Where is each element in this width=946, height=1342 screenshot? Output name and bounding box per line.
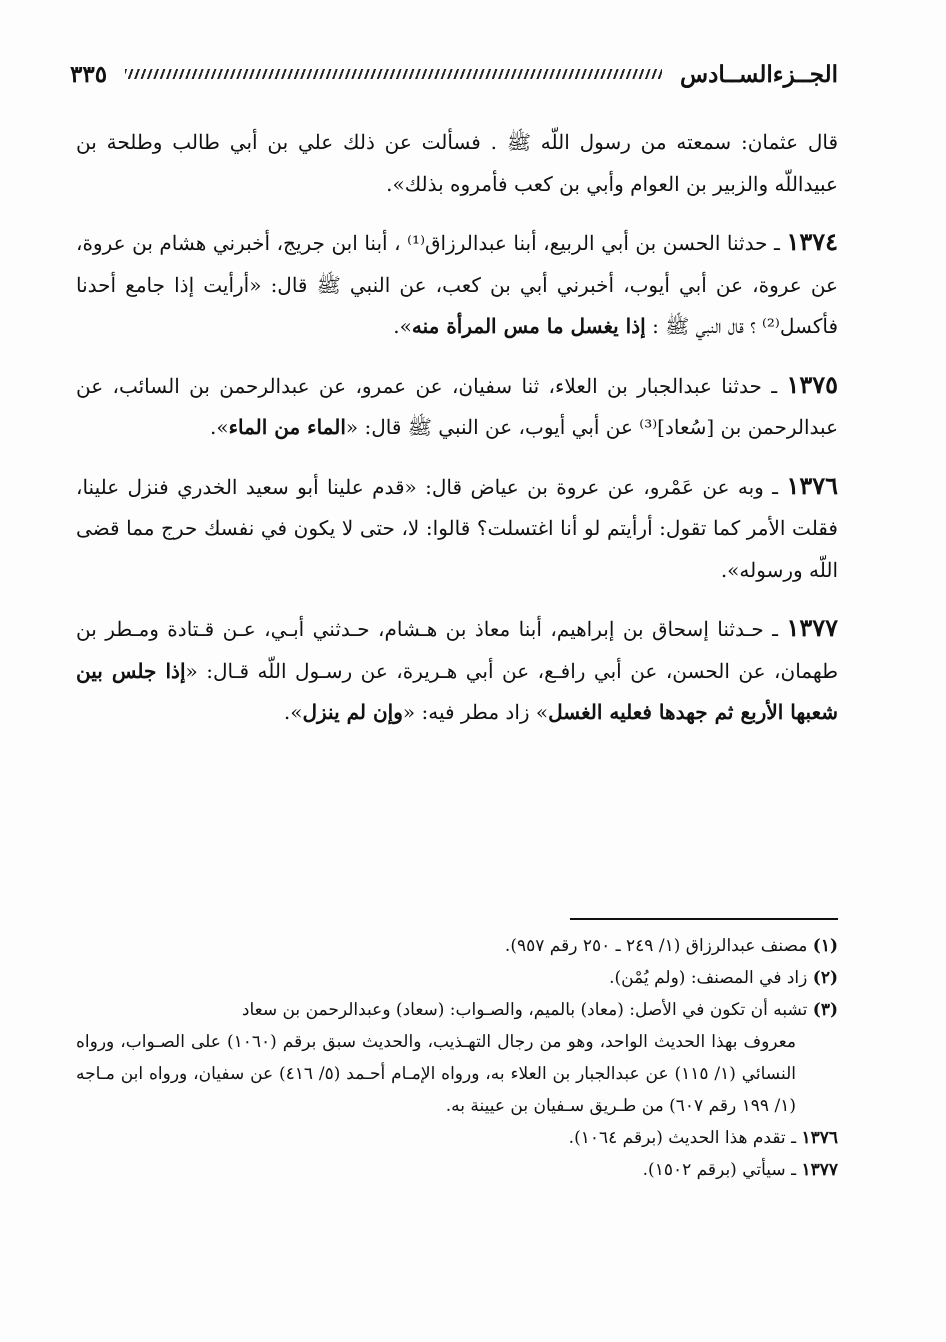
hadith-end: ». bbox=[283, 700, 303, 724]
note-number: ١٣٧٧ bbox=[801, 1160, 838, 1180]
hadith-text: ـ حـدثنا إسحاق بن إبراهيم، أبنا معاذ بن هـشام، حـدثني أبـي، عـن قـتادة ومـطر بن طهمان، عن الحسن، عن أبي رافـع، عن أبي هـريرة، عن رسـول اللّه قـال: « bbox=[76, 617, 838, 683]
hadith-number: ١٣٧٦ bbox=[786, 470, 838, 500]
hadith-quote-bold-2: وإن لم ينزل bbox=[302, 700, 403, 724]
page-number: ٣٣٥ bbox=[70, 60, 108, 88]
footnote-3 bbox=[76, 994, 838, 1026]
hadith-number: ١٣٧٧ bbox=[786, 613, 838, 642]
header-ornament-rule bbox=[125, 69, 662, 79]
page-header bbox=[70, 56, 838, 92]
footnote-3-continuation bbox=[76, 1026, 838, 1122]
note-number: ١٣٧٦ bbox=[801, 1128, 838, 1148]
footnote-1 bbox=[76, 930, 838, 962]
hadith-mid: » زاد مطر فيه: « bbox=[402, 700, 549, 724]
footnotes bbox=[76, 930, 838, 1186]
footnote-2 bbox=[76, 962, 838, 994]
hadith-number: ١٣٧٤ bbox=[786, 227, 838, 256]
hadith-1375 bbox=[76, 364, 838, 449]
hadith-text: ـ حدثنا عبدالجبار بن العلاء، ثنا سفيان، عن عمرو، عن عبدالرحمن بن السائب، عن عبدالرحمن بن [سُعاد]⁽³⁾ عن أبي أيوب، عن النبي ﷺ قال: « bbox=[76, 373, 838, 439]
footnote-number: (١) bbox=[812, 936, 838, 956]
paragraph-text: قال عثمان: سمعته من رسول اللّه ﷺ . فسألت عن ذلك علي بن أبي طالب وطلحة بن عبيداللّه والزبير بن العوام وأبي بن كعب فأمروه بذلك». bbox=[76, 130, 838, 196]
hadith-quote-bold: إذا يغسل ما مس المرأة منه bbox=[411, 314, 646, 338]
main-text bbox=[76, 122, 838, 750]
footnote-text: زاد في المصنف: (ولم يُمْن). bbox=[609, 968, 808, 988]
note-1377 bbox=[76, 1154, 838, 1186]
footnote-text: معروف بهذا الحديث الواحد، وهو من رجال التهـذيب، والحديث سبق برقم (١٠٦٠) على الصـواب، ورواه النسائي (١/ ١١٥) عن عبدالجبار بن العلاء به، ورواه الإمـام أحـمد (٥/ ٤١٦) عن سفيان، ورواه ابن مـاجه (١/ ١٩٩ رقم ٦٠٧) من طـريق سـفيان بن عيينة به. bbox=[76, 1032, 796, 1116]
hadith-1377 bbox=[76, 607, 838, 734]
paragraph-continuation bbox=[76, 122, 838, 205]
hadith-text: ـ حدثنا الحسن بن أبي الربيع، أبنا عبدالرزاق⁽¹⁾ ، أبنا ابن جريج، أخبرني هشام بن عروة، عن عروة، عن أبي أيوب، أخبرني أبي بن كعب، عن النبي ﷺ قال: «أرأيت إذا جامع أحدنا فأكسل⁽²⁾ ؟ قال النبي ﷺ : bbox=[76, 231, 838, 338]
hadith-end: ». bbox=[210, 415, 229, 439]
hadith-1376 bbox=[76, 465, 838, 592]
part-title: الجــزءالســادس bbox=[680, 60, 838, 88]
footnote-text: مصنف عبدالرزاق (١/ ٢٤٩ ـ ٢٥٠ رقم ٩٥٧). bbox=[504, 936, 808, 956]
hadith-quote-bold: إذا جلس بين شعبها الأربع ثم جهدها فعليه الغسل bbox=[76, 658, 838, 724]
note-text: ـ سيأتي (برقم ١٥٠٢). bbox=[642, 1160, 797, 1180]
hadith-number: ١٣٧٥ bbox=[786, 369, 838, 399]
hadith-quote-bold: الماء من الماء bbox=[228, 415, 346, 439]
footnote-number: (٣) bbox=[812, 1000, 838, 1020]
hadith-text: ـ وبه عن عَمْرو، عن عروة بن عياض قال: «قدم علينا أبو سعيد الخدري فنزل علينا، فقلت الأمر كما تقول: أرأيتم لو أنا اغتسلت؟ قالوا: لا، حتى لا يكون في نفسك حرج مما قضى اللّه ورسوله». bbox=[76, 474, 838, 582]
note-text: ـ تقدم هذا الحديث (برقم ١٠٦٤). bbox=[568, 1128, 797, 1148]
footnote-text: تشبه أن تكون في الأصل: (معاد) بالميم، والصـواب: (سعاد) وعبدالرحمن بن سعاد bbox=[241, 1000, 808, 1020]
footnote-separator bbox=[570, 918, 838, 920]
footnote-number: (٢) bbox=[812, 968, 838, 988]
note-1376 bbox=[76, 1122, 838, 1154]
hadith-end: ». bbox=[393, 314, 412, 338]
hadith-1374 bbox=[76, 221, 838, 348]
